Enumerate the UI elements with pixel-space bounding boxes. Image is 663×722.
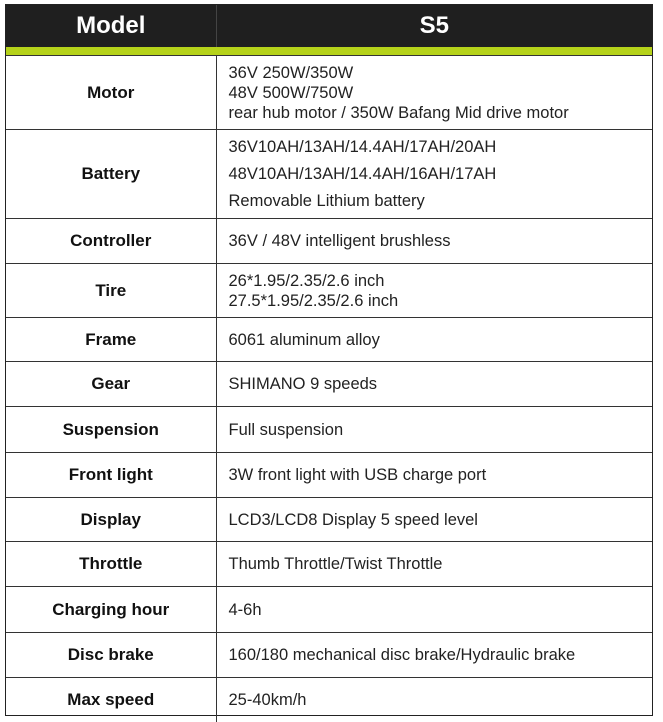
spec-value-line: Full suspension (229, 420, 653, 440)
spec-value-line: Thumb Throttle/Twist Throttle (229, 554, 653, 574)
spec-label: Battery (6, 130, 216, 219)
spec-label: Disc brake (6, 633, 216, 678)
spec-label: Throttle (6, 542, 216, 587)
spec-value-line: 3W front light with USB charge port (229, 465, 653, 485)
spec-value-line: 4-6h (229, 600, 653, 620)
spec-value-line: 48V 500W/750W (229, 83, 653, 103)
spec-row-frame (6, 318, 652, 362)
spec-row-max-speed (6, 678, 652, 722)
spec-row-display (6, 498, 652, 542)
accent-bar (6, 47, 652, 56)
spec-value-line: 36V / 48V intelligent brushless (229, 231, 653, 251)
spec-value-line: 36V 250W/350W (229, 63, 653, 83)
spec-value (216, 633, 652, 678)
spec-value (216, 264, 652, 318)
accent-bar-right (216, 47, 652, 56)
spec-label: Tire (6, 264, 216, 318)
spec-value-line: 48V10AH/13AH/14.4AH/16AH/17AH (229, 161, 653, 188)
spec-value (216, 56, 652, 130)
spec-label: Suspension (6, 407, 216, 453)
spec-row-suspension (6, 407, 652, 453)
spec-value (216, 407, 652, 453)
spec-label: Max speed (6, 678, 216, 722)
spec-value-line: 27.5*1.95/2.35/2.6 inch (229, 291, 653, 311)
spec-value-line: 160/180 mechanical disc brake/Hydraulic brake (229, 645, 653, 665)
spec-label: Frame (6, 318, 216, 362)
spec-value (216, 542, 652, 587)
spec-value-line: Removable Lithium battery (229, 188, 653, 215)
spec-row-throttle (6, 542, 652, 587)
spec-sheet (5, 4, 653, 716)
spec-row-controller (6, 219, 652, 264)
spec-value (216, 362, 652, 407)
spec-value (216, 587, 652, 633)
spec-row-charging-hour (6, 587, 652, 633)
spec-value-line: 36V10AH/13AH/14.4AH/17AH/20AH (229, 134, 653, 161)
spec-label: Charging hour (6, 587, 216, 633)
model-header-value: S5 (216, 5, 652, 47)
spec-value-line: LCD3/LCD8 Display 5 speed level (229, 510, 653, 530)
spec-value-line: 26*1.95/2.35/2.6 inch (229, 271, 653, 291)
spec-label: Front light (6, 453, 216, 498)
spec-value (216, 678, 652, 722)
spec-row-tire (6, 264, 652, 318)
accent-bar-left (6, 47, 216, 56)
spec-value (216, 318, 652, 362)
spec-row-motor (6, 56, 652, 130)
spec-label: Motor (6, 56, 216, 130)
spec-value (216, 130, 652, 219)
spec-row-disc-brake (6, 633, 652, 678)
spec-table (6, 5, 652, 722)
spec-value-line: SHIMANO 9 speeds (229, 374, 653, 394)
spec-value-line: 25-40km/h (229, 690, 653, 710)
spec-value (216, 498, 652, 542)
spec-label: Gear (6, 362, 216, 407)
header-row (6, 5, 652, 47)
spec-value (216, 219, 652, 264)
spec-label: Display (6, 498, 216, 542)
model-header-label: Model (6, 5, 216, 47)
spec-value (216, 453, 652, 498)
spec-value-line: rear hub motor / 350W Bafang Mid drive motor (229, 103, 653, 123)
spec-row-battery (6, 130, 652, 219)
spec-value-line: 6061 aluminum alloy (229, 330, 653, 350)
spec-row-gear (6, 362, 652, 407)
spec-row-front-light (6, 453, 652, 498)
spec-label: Controller (6, 219, 216, 264)
